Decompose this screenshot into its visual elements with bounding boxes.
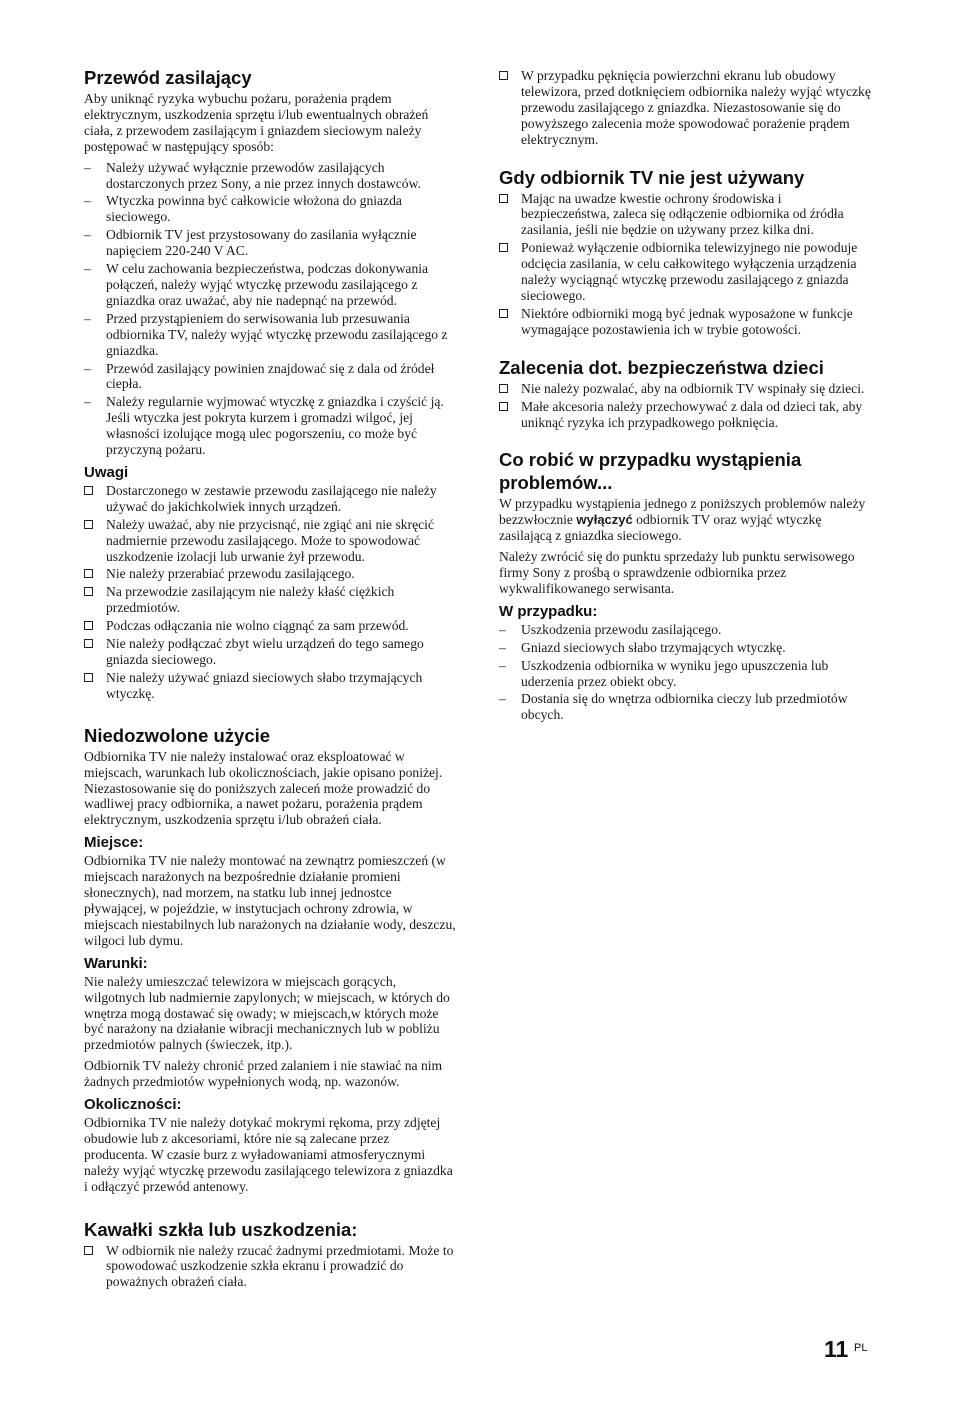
list-item [84, 160, 456, 192]
power-cord-list [84, 160, 456, 458]
dash-marker: – [84, 261, 91, 277]
section-title-prohibited-use: Niedozwolone użycie [84, 724, 271, 746]
checkbox-marker-icon [84, 673, 93, 682]
dash-marker: – [84, 193, 91, 209]
list-item [499, 622, 871, 638]
list-item [84, 311, 456, 359]
list-item [84, 227, 456, 259]
problems-text-1: W przypadku wystąpienia jednego z poniższych problemów należy bezzwłocznie wyłączyć odbiornik TV oraz wyjąć wtyczkę zasilającą z gniazdka sieciowego. [499, 496, 866, 544]
list-item [84, 566, 456, 582]
list-item-text: Na przewodzie zasilającym nie należy kłaść ciężkich przedmiotów. [106, 584, 395, 616]
dash-marker: – [499, 691, 506, 707]
not-in-use-list [499, 191, 871, 338]
dash-marker: – [84, 159, 91, 175]
left-column [84, 66, 456, 1294]
list-item-text: Przewód zasilający powinien znajdować się z dala od źródeł ciepła. [106, 360, 435, 392]
conditions-text-2: Odbiornik TV należy chronić przed zalaniem i nie stawiać na nim żadnych przedmiotów wypełnionych wodą, np. wazonów. [84, 1058, 443, 1090]
list-item-text: Gniazd sieciowych słabo trzymających wtyczkę. [521, 639, 786, 655]
list-item [499, 658, 871, 690]
broken-glass-list [84, 1243, 456, 1291]
checkbox-marker-icon [499, 309, 508, 318]
list-item-text: Odbiornik TV jest przystosowany do zasilania wyłącznie napięciem 220-240 V AC. [106, 227, 417, 259]
dash-marker: – [84, 394, 91, 410]
subsection-title-notes: Uwagi [84, 463, 129, 481]
list-item-text: Należy regularnie wyjmować wtyczkę z gniazdka i czyścić ją. Jeśli wtyczka jest pokryta kurzem i gromadzi wilgoć, jej własności izolujące mogą ulec pogorszeniu, co może być przyczyną pożaru. [106, 394, 444, 458]
list-item [84, 636, 456, 668]
list-item-text: Uszkodzenia przewodu zasilającego. [521, 621, 722, 637]
list-item [499, 691, 871, 723]
location-text: Odbiornika TV nie należy montować na zewnątrz pomieszczeń (w miejscach narażonych na bezpośrednie działanie promieni słonecznych), nad morzem, na statku lub innej jednostce pływającej, w pojeździe, w instytucjach ochrony zdrowia, w miejscach niestabilnych lub narażonych na działanie wody, deszczu, wilgoci lub dymu. [84, 853, 456, 948]
list-item [499, 399, 871, 431]
section-title-broken-glass: Kawałki szkła lub uszkodzenia: [84, 1218, 358, 1240]
list-item-text: Nie należy podłączać zbyt wielu urządzeń do tego samego gniazda sieciowego. [106, 636, 424, 667]
list-item-text: Przed przystąpieniem do serwisowania lub przesuwania odbiornika TV, należy wyjąć wtyczkę przewodu zasilającego z gniazdka. [106, 310, 448, 358]
dash-marker: – [84, 310, 91, 326]
list-item-text: Małe akcesoria należy przechowywać z dala od dzieci tak, aby uniknąć ryzyka ich przypadkowego połknięcia. [521, 398, 863, 430]
list-item [84, 670, 456, 702]
checkbox-marker-icon [84, 639, 93, 648]
checkbox-marker-icon [499, 243, 508, 252]
right-column [499, 68, 871, 727]
subsection-title-in-case-of: W przypadku: [499, 602, 598, 620]
list-item [84, 193, 456, 225]
conditions-text-1: Nie należy umieszczać telewizora w miejscach gorących, wilgotnych lub nadmiernie zapylonych; w miejscach, w których do wnętrza mogą dostawać się owady; w miejscach,w których może być narażony na działanie wibracji mechanicznych lub w pobliżu przedmiotów palnych (świeczek, itp.). [84, 973, 450, 1053]
switch-off-emphasis: wyłączyć [576, 512, 633, 528]
list-item [84, 517, 456, 565]
list-item [84, 361, 456, 393]
checkbox-marker-icon [84, 621, 93, 630]
list-item [499, 191, 871, 239]
problems-text-2: Należy zwrócić się do punktu sprzedaży lub punktu serwisowego firmy Sony z prośbą o sprawdzenie odbiornika przez wykwalifikowanego serwisanta. [499, 549, 855, 596]
checkbox-marker-icon [84, 520, 93, 529]
list-item [499, 306, 871, 338]
checkbox-marker-icon [84, 1246, 93, 1255]
list-item-text: Mając na uwadze kwestie ochrony środowiska i bezpieczeństwa, zaleca się odłączenie odbiornika od źródła zasilania, jeśli nie będzie on używany przez kilka dni. [521, 190, 844, 238]
prohibited-use-intro: Odbiornika TV nie należy instalować oraz eksploatować w miejscach, warunkach lub okolicznościach, jakie opisano poniżej. Niezastosowanie się do poniższych zaleceń może prowadzić do wadliwej pracy odbiornika, a nawet pożaru, porażenia prądem elektrycznym, uszkodzenia sprzętu i/lub obrażeń ciała. [84, 748, 443, 828]
list-item-text: Podczas odłączania nie wolno ciągnąć za sam przewód. [106, 618, 409, 634]
list-item-text: Uszkodzenia odbiornika w wyniku jego upuszczenia lub uderzenia przez obiekt obcy. [521, 657, 829, 689]
checkbox-marker-icon [84, 587, 93, 596]
list-item-text: W przypadku pęknięcia powierzchni ekranu lub obudowy telewizora, przed dotknięciem odbiornika należy wyjąć wtyczkę przewodu zasilającego z gniazdka. Niezastosowanie się do powyższego zalecenia może spowodować porażenie prądem elektrycznym. [521, 68, 871, 147]
list-item-text: Nie należy używać gniazd sieciowych słabo trzymających wtyczkę. [106, 669, 423, 701]
circumstances-text: Odbiornika TV nie należy dotykać mokrymi rękoma, przy zdjętej obudowie lub z akcesoriami, które nie są zalecane przez producenta. W czasie burz z wyładowaniami atmosferycznymi należy wyjąć wtyczkę przewodu zasilającego telewizora z gniazdka i odłączyć przewód antenowy. [84, 1115, 453, 1194]
list-item-text: Należy używać wyłącznie przewodów zasilających dostarczonych przez Sony, a nie przez innych dostawców. [106, 159, 421, 191]
list-item [499, 68, 871, 148]
list-item [84, 1243, 456, 1291]
page-language: PL [854, 1342, 868, 1354]
dash-marker: – [499, 657, 506, 673]
notes-list [84, 483, 456, 702]
dash-marker: – [499, 621, 506, 637]
page-number: 11 [824, 1336, 849, 1362]
list-item-text: Nie należy przerabiać przewodu zasilającego. [106, 566, 355, 582]
power-cord-intro: Aby uniknąć ryzyka wybuchu pożaru, porażenia prądem elektrycznym, uszkodzenia sprzętu i/lub ewentualnych obrażeń ciała, z przewodem zasilającym i gniazdem sieciowym należy postępować w następujący sposób: [84, 91, 429, 154]
in-case-of-list [499, 622, 871, 723]
list-item-text: Należy uważać, aby nie przycisnąć, nie zgiąć ani nie skręcić nadmiernie przewodu zasilającego. Może to spowodować uszkodzenie izolacji lub urwanie żył przewodu. [106, 516, 434, 564]
checkbox-marker-icon [84, 486, 93, 495]
checkbox-marker-icon [499, 194, 508, 203]
dash-marker: – [499, 639, 506, 655]
section-title-when-not-in-use: Gdy odbiornik TV nie jest używany [499, 166, 805, 188]
broken-glass-list-continued [499, 68, 871, 148]
list-item-text: Dostania się do wnętrza odbiornika cieczy lub przedmiotów obcych. [521, 691, 848, 723]
list-item-text: W celu zachowania bezpieczeństwa, podczas dokonywania połączeń, należy wyjąć wtyczkę przewodu zasilającego z gniazdka oraz uważać, aby nie nadepnąć na przewód. [106, 261, 429, 308]
section-title-child-safety: Zalecenia dot. bezpieczeństwa dzieci [499, 356, 824, 378]
dash-marker: – [84, 360, 91, 376]
list-item [84, 483, 456, 515]
child-safety-list [499, 381, 871, 431]
list-item-text: Ponieważ wyłączenie odbiornika telewizyjnego nie powoduje odcięcia zasilania, w celu całkowitego wyłączenia urządzenia należy wyciągnąć wtyczkę przewodu zasilającego z gniazda sieciowego. [521, 240, 858, 303]
section-title-problems: Co robić w przypadku wystąpienia problemów... [499, 449, 802, 494]
list-item-text: W odbiornik nie należy rzucać żadnymi przedmiotami. Może to spowodować uszkodzenie szkła ekranu i prowadzić do poważnych obrażeń ciała. [106, 1242, 454, 1290]
dash-marker: – [84, 227, 91, 243]
subsection-title-circumstances: Okoliczności: [84, 1096, 182, 1114]
list-item-text: Niektóre odbiorniki mogą być jednak wyposażone w funkcje wymagające pozostawienia ich w trybie gotowości. [521, 305, 853, 337]
checkbox-marker-icon [499, 71, 508, 80]
list-item-text: Nie należy pozwalać, aby na odbiornik TV wspinały się dzieci. [521, 380, 865, 396]
list-item-text: Dostarczonego w zestawie przewodu zasilającego nie należy używać do jakichkolwiek innych urządzeń. [106, 482, 437, 514]
checkbox-marker-icon [499, 402, 508, 411]
section-title-power-cord: Przewód zasilający [84, 67, 252, 88]
list-item [499, 381, 871, 397]
list-item [499, 240, 871, 304]
subsection-title-location: Miejsce: [84, 834, 144, 852]
checkbox-marker-icon [84, 569, 93, 578]
list-item [84, 261, 456, 309]
list-item [84, 618, 456, 634]
list-item-text: Wtyczka powinna być całkowicie włożona do gniazda sieciowego. [106, 193, 402, 225]
list-item [84, 394, 456, 458]
subsection-title-conditions: Warunki: [84, 954, 148, 972]
checkbox-marker-icon [499, 384, 508, 393]
list-item [499, 640, 871, 656]
list-item [84, 584, 456, 616]
